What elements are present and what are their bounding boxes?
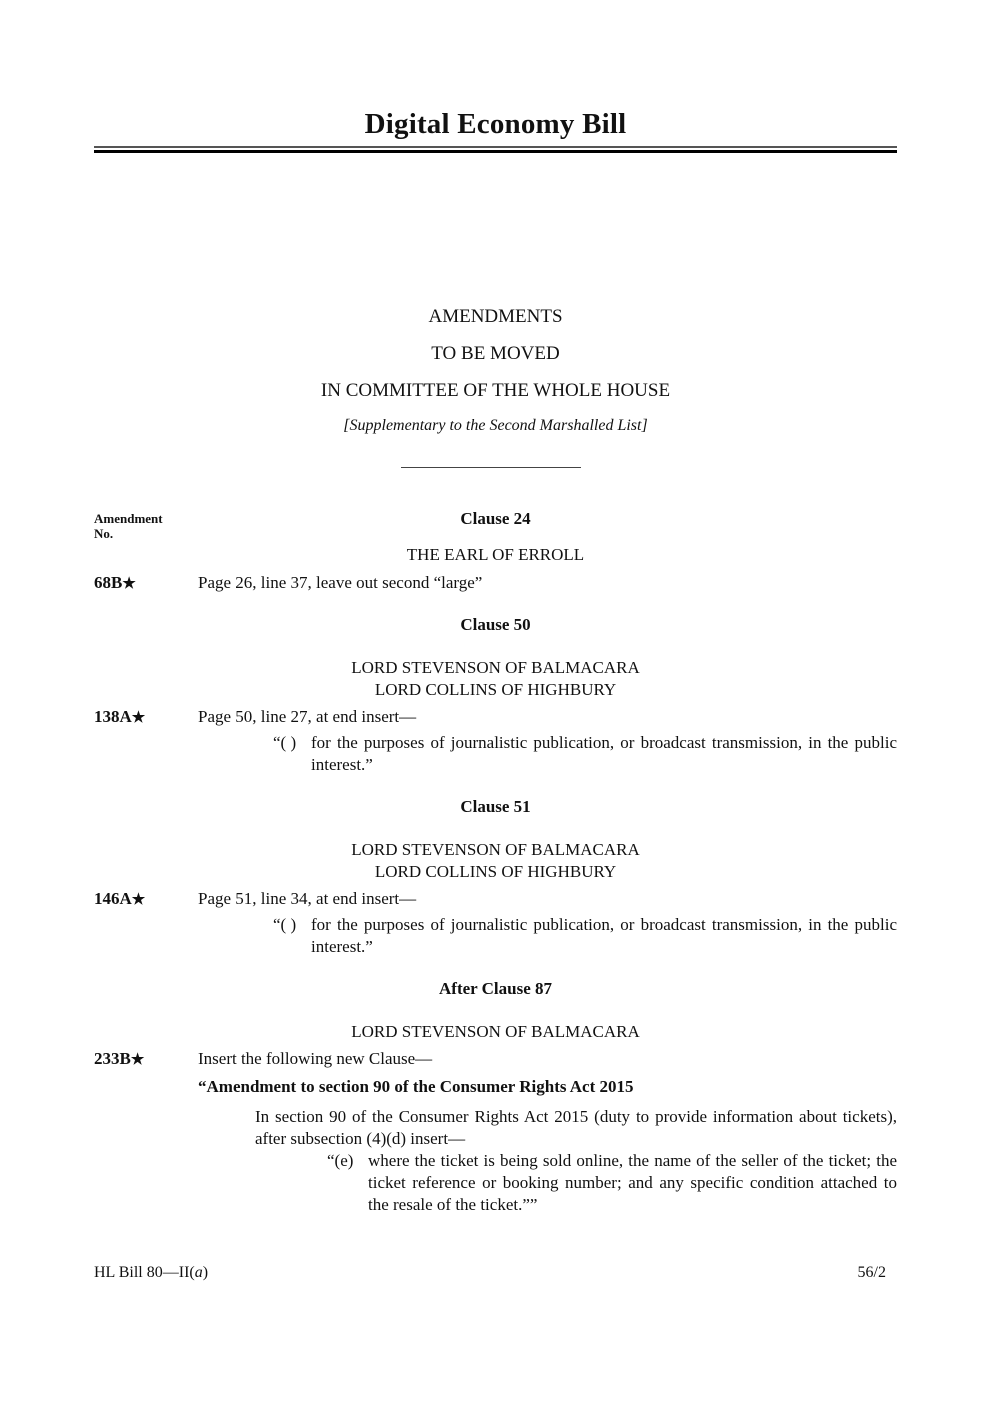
inserted-text-block [273,914,897,958]
quote-text: for the purposes of journalistic publication, or broadcast transmission, in the public interest.” [311,915,897,956]
section-divider [401,467,581,468]
inserted-text-block [273,732,897,776]
amendment-number: 233B★ [94,1049,145,1068]
title-rule-thick [94,150,897,153]
amendment-no-column-label: Amendment No. [94,511,163,541]
sponsor: LORD STEVENSON OF BALMACARA [351,658,640,677]
sponsor: LORD COLLINS OF HIGHBURY [374,862,617,881]
sponsor: LORD COLLINS OF HIGHBURY [374,680,617,699]
new-clause-paragraph: In section 90 of the Consumer Rights Act 2015 (duty to provide information about tickets), after subsection (4)(d) insert— [255,1107,897,1148]
bill-reference: HL Bill 80—II(a) [94,1264,209,1281]
amendment-number: 146A★ [94,889,146,908]
clause-heading: Clause 24 [460,509,531,528]
sponsor: LORD STEVENSON OF BALMACARA [351,840,640,859]
title-rule-thin [94,146,897,148]
page-reference: 56/2 [857,1264,886,1281]
subsection-marker: “(e) [327,1151,354,1170]
heading-committee: IN COMMITTEE OF THE WHOLE HOUSE [320,380,671,401]
inserted-subsection [327,1150,897,1216]
clause-heading: Clause 51 [460,797,531,816]
quote-marker: “( ) [273,915,297,934]
new-clause-title: “Amendment to section 90 of the Consumer Rights Act 2015 [198,1077,634,1096]
sponsor: LORD STEVENSON OF BALMACARA [351,1022,640,1041]
amendment-instruction: Page 50, line 27, at end insert— [198,707,417,726]
heading-to-be-moved: TO BE MOVED [431,343,560,364]
star-icon: ★ [130,1052,145,1068]
clause-heading: After Clause 87 [439,979,552,998]
star-icon: ★ [131,710,146,726]
subtitle: [Supplementary to the Second Marshalled List] [343,417,648,434]
star-icon: ★ [131,892,146,908]
quote-marker: “( ) [273,733,297,752]
amendment-instruction: Page 26, line 37, leave out second “large” [198,573,483,592]
amendment-instruction: Page 51, line 34, at end insert— [198,889,417,908]
amendment-number: 138A★ [94,707,146,726]
quote-text: for the purposes of journalistic publication, or broadcast transmission, in the public interest.” [311,733,897,774]
heading-amendments: AMENDMENTS [428,306,563,327]
sponsor: THE EARL OF ERROLL [406,545,585,564]
subsection-text: where the ticket is being sold online, the name of the seller of the ticket; the ticket reference or booking number; and any specific condition attached to the resale of the ticket.”” [368,1151,897,1214]
amendment-number: 68B★ [94,573,136,592]
star-icon: ★ [122,576,136,592]
document-title: Digital Economy Bill [364,108,627,140]
clause-heading: Clause 50 [460,615,531,634]
amendment-instruction: Insert the following new Clause— [198,1049,433,1068]
